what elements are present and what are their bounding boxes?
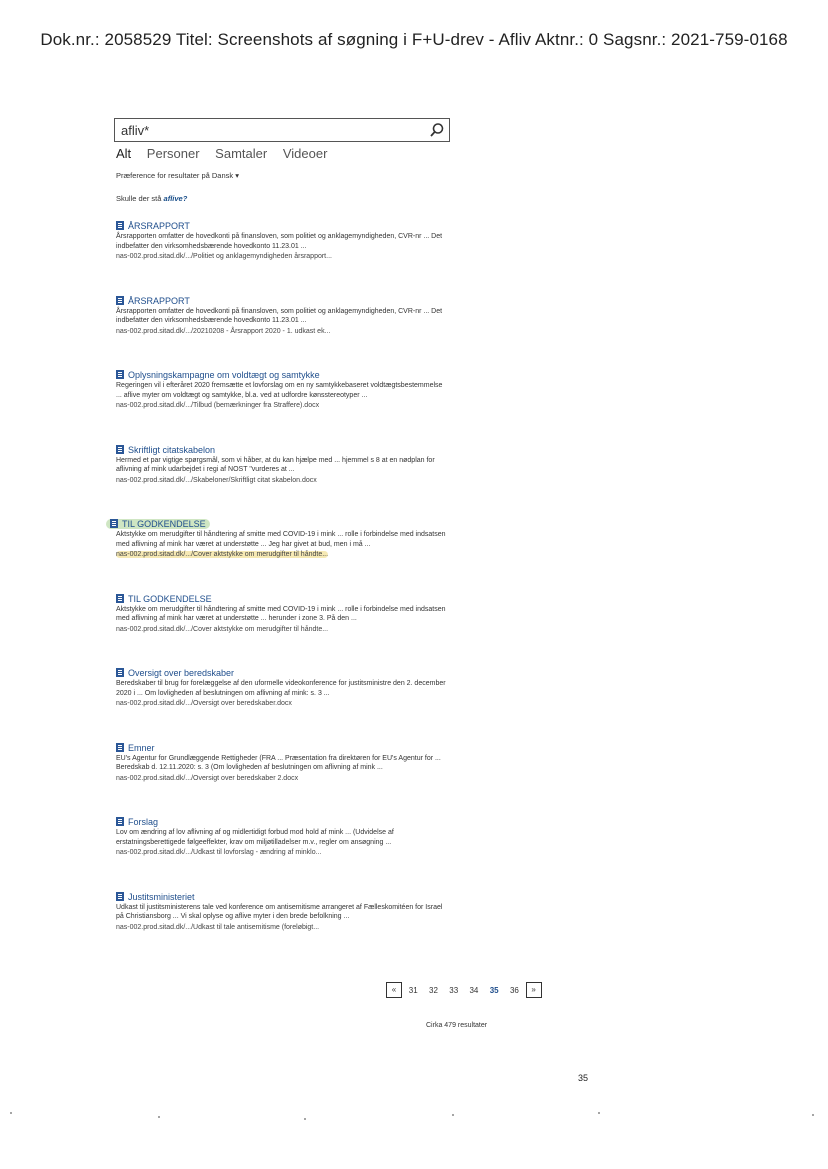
page-link[interactable]: 33 (449, 985, 459, 995)
scan-speck (10, 1112, 12, 1114)
result-item (116, 444, 456, 519)
result-title[interactable]: Emner (128, 742, 155, 753)
did-you-mean-suggestion[interactable]: aflive? (163, 194, 188, 203)
pagination (386, 982, 542, 998)
scan-speck (812, 1114, 814, 1116)
document-icon (116, 892, 124, 901)
result-snippet: Aktstykke om merudgifter til håndtering af smitte med COVID-19 i mink ... rolle i forbindelse med indsatsen med aflivning af mink har været at understøtte ... Jeg har givet at bud, men i må ... (116, 531, 446, 548)
result-item (116, 667, 456, 742)
result-url: nas-002.prod.sitad.dk/.../Udkast til tale antisemitisme (foreløbigt... (116, 923, 320, 931)
scan-speck (598, 1112, 600, 1114)
result-snippet: Lov om ændring af lov aflivning af og midlertidigt forbud mod hold af mink ... (Udvidelse af erstatningsberettigede følgeeffekter, krav om miljøtilladelser m.v., regler om ansøgning ... (116, 829, 394, 846)
result-snippet: Udkast til justitsministerens tale ved konference om antisemitisme arrangeret af Fælleskomitéen for Israel på Christiansborg ... Vi skal oplyse og aflive myter i den brede befolkning ... (116, 903, 443, 920)
search-results (116, 220, 456, 965)
result-item (116, 518, 456, 593)
language-preference[interactable]: Præference for resultater på Dansk ▾ (116, 171, 239, 180)
document-icon (116, 296, 124, 305)
prev-page-button[interactable]: « (386, 982, 402, 998)
tab-people[interactable]: Personer (146, 146, 200, 161)
result-item (116, 816, 456, 891)
result-url: nas-002.prod.sitad.dk/.../Skabeloner/Skriftligt citat skabelon.docx (116, 476, 317, 484)
result-url: nas-002.prod.sitad.dk/.../Oversigt over beredskaber 2.docx (116, 774, 299, 782)
result-title[interactable]: Forslag (128, 817, 159, 827)
document-icon (110, 519, 118, 528)
scan-speck (452, 1114, 454, 1116)
result-snippet: Regeringen vil i efteråret 2020 fremsætte et lovforslag om en ny samtykkebaseret voldtægtsbestemmelse ... aflive myter om voldtægt og samtykke, bl.a. ved at udfordre kønsstereotyper ... (116, 382, 443, 399)
search-icon[interactable] (429, 122, 445, 138)
page-link[interactable]: 32 (429, 985, 438, 995)
current-page[interactable]: 35 (489, 985, 499, 995)
document-icon (116, 668, 124, 677)
did-you-mean-prefix: Skulle der stå (116, 194, 162, 203)
document-icon (116, 817, 124, 826)
result-url: nas-002.prod.sitad.dk/.../20210208 - Årsrapport 2020 - 1. udkast ek... (116, 327, 331, 335)
scan-speck (158, 1116, 160, 1118)
document-icon (116, 370, 124, 379)
result-snippet: Årsrapporten omfatter de hovedkonti på finansloven, som politiet og anklagemyndigheden, CVR-nr ... Det indbefatter den virksomhedsbærende hovedkonto 11.23.01 ... (116, 307, 443, 324)
result-url: nas-002.prod.sitad.dk/.../Politiet og anklagemyndigheden årsrapport... (116, 253, 332, 260)
result-title[interactable]: Skriftligt citatskabelon (128, 444, 216, 455)
search-input[interactable] (121, 121, 421, 139)
document-icon (116, 221, 124, 230)
tab-videos[interactable]: Videoer (282, 146, 328, 161)
result-item (116, 295, 456, 370)
url-highlight: nas-002.prod.sitad.dk/.../Cover aktstykke om merudgifter til håndte... (116, 551, 329, 558)
did-you-mean (116, 194, 187, 203)
result-snippet: Hermed et par vigtige spørgsmål, som vi håber, at du kan hjælpe med ... hjemmel s 8 at en nødplan for aflivning af mink udarbejdet i regi af NOST "vurderes at ... (116, 456, 435, 473)
page-link[interactable]: 36 (509, 985, 519, 995)
page-link[interactable]: 34 (469, 985, 479, 995)
tab-conversations[interactable]: Samtaler (215, 146, 268, 161)
document-header: Dok.nr.: 2058529 Titel: Screenshots af søgning i F+U-drev - Afliv Aktnr.: 0 Sagsnr.: 2021-759-0168 (40, 30, 788, 49)
result-item (116, 742, 456, 817)
result-title[interactable]: ÅRSRAPPORT (128, 221, 190, 231)
result-url: nas-002.prod.sitad.dk/.../Tilbud (bemærkninger fra Straffere).docx (116, 402, 320, 409)
document-icon (116, 445, 124, 454)
result-count: Cirka 479 resultater (426, 1022, 488, 1029)
result-item (116, 891, 456, 966)
result-item (116, 220, 456, 295)
result-title[interactable]: TIL GODKENDELSE (128, 593, 212, 604)
search-tabs (116, 146, 339, 161)
search-box[interactable] (114, 118, 450, 142)
result-title[interactable]: ÅRSRAPPORT (128, 295, 190, 306)
result-snippet: EU's Agentur for Grundlæggende Rettigheder (FRA ... Præsentation fra direktøren for EU's Agentur for ... Beredskab d. 12.11.2020: s. 3 (Om lovligheden af beslutningen om aflivning af mink ... (116, 754, 441, 771)
result-url (116, 549, 456, 560)
result-title[interactable]: Oversigt over beredskaber (128, 668, 235, 678)
result-snippet: Beredskaber til brug for forelæggelse af den uformelle videokonference for justitsministre den 2. december 2020 i ... Om lovligheden af beslutningen om aflivning af mink: s. 3 ... (116, 680, 446, 697)
document-icon (116, 594, 124, 603)
result-snippet: Aktstykke om merudgifter til håndtering af smitte med COVID-19 i mink ... rolle i forbindelse med indsatsen med aflivning af mink har været at understøtte ... herunder i zone 3. På den ... (116, 605, 446, 622)
scan-speck (304, 1118, 306, 1120)
result-url: nas-002.prod.sitad.dk/.../Cover aktstykke om merudgifter til håndte... (116, 625, 329, 633)
next-page-button[interactable]: » (526, 982, 542, 998)
result-title[interactable]: TIL GODKENDELSE (122, 519, 206, 529)
result-title[interactable]: Oplysningskampagne om voldtægt og samtykke (128, 370, 320, 380)
page-link[interactable]: 31 (408, 985, 418, 995)
result-item (116, 593, 456, 668)
result-snippet: Årsrapporten omfatter de hovedkonti på finansloven, som politiet og anklagemyndigheden, CVR-nr ... Det indbefatter den virksomhedsbærende hovedkonto 11.23.01 ... (116, 233, 443, 250)
result-url: nas-002.prod.sitad.dk/.../Oversigt over beredskaber.docx (116, 700, 292, 707)
title-highlight (106, 519, 210, 529)
result-item (116, 369, 456, 444)
result-url: nas-002.prod.sitad.dk/.../Udkast til lovforslag - ændring af minklo... (116, 849, 322, 856)
tab-all[interactable]: Alt (116, 146, 132, 161)
document-icon (116, 743, 124, 752)
page-number: 35 (578, 1073, 589, 1083)
result-title[interactable]: Justitsministeriet (128, 891, 195, 902)
